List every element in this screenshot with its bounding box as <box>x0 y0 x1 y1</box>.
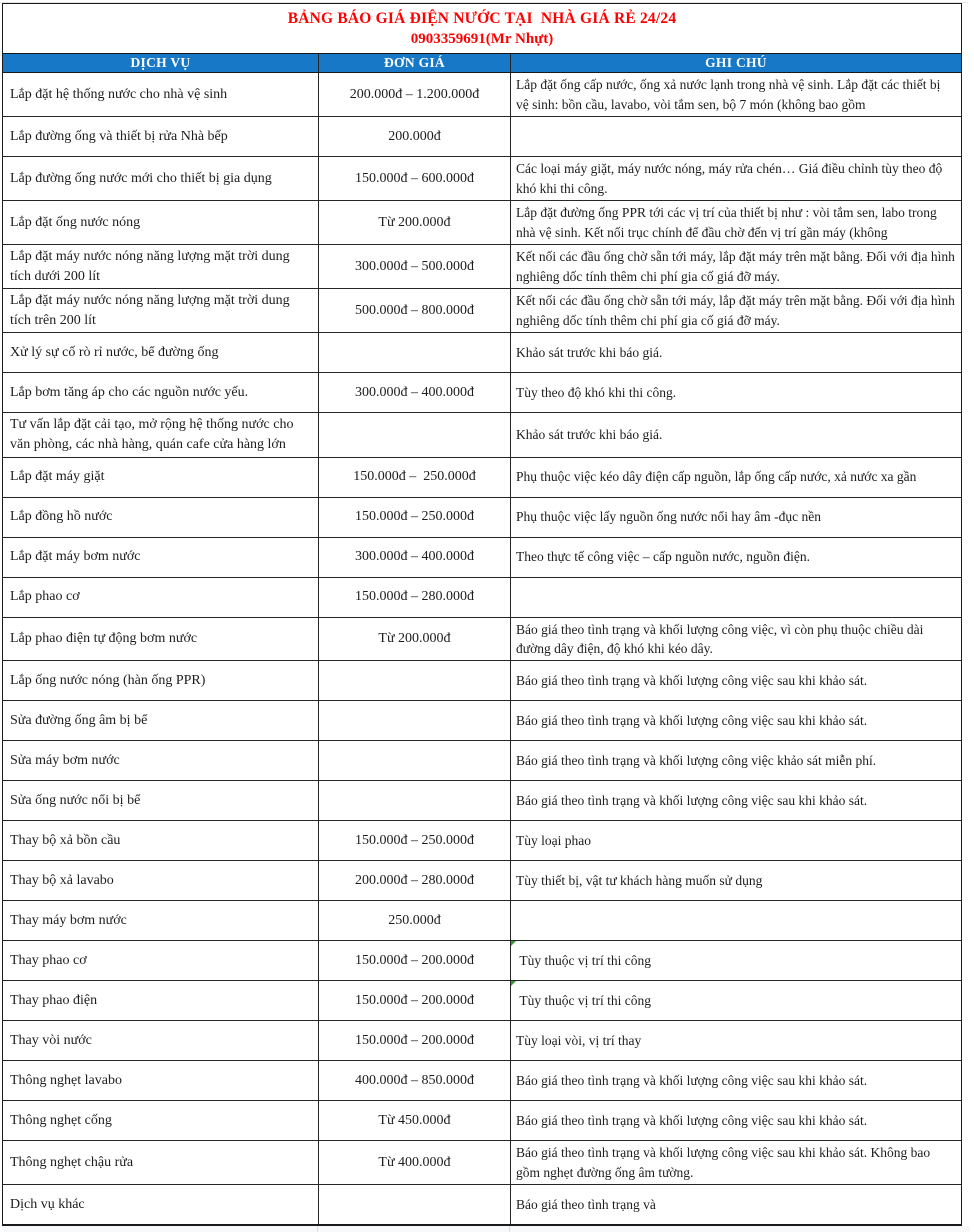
service-cell: Lắp phao cơ <box>3 578 319 617</box>
service-cell: Thay bộ xả bồn cầu <box>3 821 319 860</box>
price-cell: 150.000đ – 280.000đ <box>319 578 511 617</box>
note-cell: Báo giá theo tình trạng và khối lượng công việc sau khi khảo sát. <box>516 1073 868 1089</box>
note-cell: Phụ thuộc việc kéo dây điện cấp nguồn, lắp ống cấp nước, xả nước xa gần <box>516 469 917 485</box>
price-cell: 200.000đ – 280.000đ <box>319 861 511 900</box>
table-row <box>3 661 961 701</box>
table-row <box>3 458 961 498</box>
service-cell: Thông nghẹt cống <box>3 1101 319 1140</box>
service-cell: Sửa máy bơm nước <box>3 741 319 780</box>
note-cell <box>511 901 961 940</box>
note-cell: Tùy thiết bị, vật tư khách hàng muốn sử dụng <box>516 873 763 889</box>
service-cell: Sửa ống nước nổi bị bể <box>3 781 319 820</box>
note-cell: Báo giá theo tình trạng và khối lượng công việc, vì còn phụ thuộc chiều dài đường dây điện, độ khó khi kéo dây. <box>516 621 927 657</box>
note-cell: Phụ thuộc việc lấy nguồn ống nước nổi hay âm -đục nền <box>516 509 822 525</box>
table-row <box>3 538 961 578</box>
price-cell: 250.000đ <box>319 901 511 940</box>
table-row <box>3 333 961 373</box>
table-row <box>3 701 961 741</box>
service-cell: Xử lý sự cố rò rỉ nước, bể đường ống <box>3 333 319 372</box>
table-row <box>3 1101 961 1141</box>
service-cell: Lắp đặt máy giặt <box>3 458 319 497</box>
note-cell: Báo giá theo tình trạng và khối lượng công việc sau khi khảo sát. Không bao gồm nghẹt đường ống âm tường. <box>516 1145 934 1180</box>
price-cell: 150.000đ – 200.000đ <box>319 1021 511 1060</box>
note-cell: Các loại máy giặt, máy nước nóng, máy rửa chén… Giá điều chỉnh tùy theo độ khó khi thi công. <box>516 161 946 196</box>
note-cell: Khảo sát trước khi báo giá. <box>516 427 663 443</box>
table-row <box>3 578 961 618</box>
price-cell: 200.000đ <box>319 117 511 156</box>
note-cell <box>511 117 961 156</box>
table-row <box>3 781 961 821</box>
table-row <box>3 1185 961 1224</box>
service-cell: Thay phao cơ <box>3 941 319 980</box>
price-cell <box>319 741 511 780</box>
table-row <box>3 821 961 861</box>
table-row <box>3 901 961 941</box>
table-row <box>3 861 961 901</box>
service-cell: Thông nghẹt chậu rửa <box>3 1141 319 1184</box>
price-cell <box>319 333 511 372</box>
service-cell: Lắp đặt ống nước nóng <box>3 201 319 244</box>
service-cell: Dịch vụ khác <box>3 1185 319 1224</box>
note-cell: Báo giá theo tình trạng và khối lượng công việc sau khi khảo sát. <box>516 1113 868 1129</box>
service-cell: Sửa đường ống âm bị bể <box>3 701 319 740</box>
table-row <box>3 245 961 289</box>
price-cell: Từ 200.000đ <box>319 201 511 244</box>
price-cell: 300.000đ – 400.000đ <box>319 538 511 577</box>
note-cell: Tùy loại vòi, vị trí thay <box>516 1033 642 1049</box>
service-cell: Tư vấn lắp đặt cải tạo, mở rộng hệ thống nước cho văn phòng, các nhà hàng, quán cafe cửa hàng lớn <box>3 413 319 456</box>
phone-number: 0903359691(Mr Nhựt) <box>410 30 554 47</box>
price-cell <box>319 701 511 740</box>
table-row <box>3 413 961 457</box>
note-cell: Báo giá theo tình trạng và khối lượng công việc sau khi khảo sát. <box>516 673 868 689</box>
bottom-gridline-strip <box>2 1226 970 1232</box>
price-cell: 150.000đ – 200.000đ <box>319 941 511 980</box>
service-cell: Lắp đồng hồ nước <box>3 498 319 537</box>
column-header-price: ĐƠN GIÁ <box>319 54 511 72</box>
service-cell: Thay bộ xả lavabo <box>3 861 319 900</box>
note-cell: Tùy thuộc vị trí thi công <box>511 981 961 1020</box>
table-row <box>3 1141 961 1185</box>
note-cell: Lắp đặt ống cấp nước, ống xả nước lạnh trong nhà vệ sinh. Lắp đặt các thiết bị vệ sinh: bồn cầu, lavabo, vòi tắm sen, bộ 7 món (không bao gồm <box>516 77 944 112</box>
table-title-block <box>3 4 961 54</box>
note-cell <box>511 578 961 617</box>
note-cell: Tùy theo độ khó khi thi công. <box>516 385 677 401</box>
price-cell: 150.000đ – 600.000đ <box>319 157 511 200</box>
service-cell: Lắp bơm tăng áp cho các nguồn nước yếu. <box>3 373 319 412</box>
price-cell: 500.000đ – 800.000đ <box>319 289 511 332</box>
note-cell: Báo giá theo tình trạng và khối lượng công việc sau khi khảo sát. <box>516 793 868 809</box>
service-cell: Lắp đặt máy nước nóng năng lượng mặt trời dung tích trên 200 lít <box>3 289 319 332</box>
price-cell: Từ 200.000đ <box>319 618 511 661</box>
table-row <box>3 289 961 333</box>
service-cell: Lắp phao điện tự động bơm nước <box>3 618 319 661</box>
column-header-note: GHI CHÚ <box>705 55 767 71</box>
service-cell: Lắp đường ống nước mới cho thiết bị gia dụng <box>3 157 319 200</box>
price-cell: 400.000đ – 850.000đ <box>319 1061 511 1100</box>
table-row <box>3 373 961 413</box>
table-row <box>3 1021 961 1061</box>
price-cell <box>319 413 511 456</box>
cell-corner-mark <box>511 941 516 946</box>
table-row <box>3 498 961 538</box>
price-cell: 300.000đ – 500.000đ <box>319 245 511 288</box>
price-table <box>2 3 962 1226</box>
table-row <box>3 941 961 981</box>
service-cell: Lắp đặt hệ thống nước cho nhà vệ sinh <box>3 73 319 116</box>
table-row <box>3 201 961 245</box>
page-title: BẢNG BÁO GIÁ ĐIỆN NƯỚC TẠI NHÀ GIÁ RẺ 24/24 <box>287 10 677 27</box>
table-row <box>3 741 961 781</box>
note-cell: Báo giá theo tình trạng và khối lượng công việc sau khi khảo sát. <box>516 713 868 729</box>
note-cell: Kết nối các đầu ống chờ sẵn tới máy, lắp đặt máy trên mặt bằng. Đối với địa hình nghiêng dốc tính thêm chi phí gia cố giá đỡ máy. <box>516 249 959 284</box>
note-cell: Khảo sát trước khi báo giá. <box>516 345 663 361</box>
note-cell: Báo giá theo tình trạng và khối lượng công việc khảo sát miễn phí. <box>516 753 877 769</box>
table-row <box>3 157 961 201</box>
service-cell: Thay máy bơm nước <box>3 901 319 940</box>
cell-corner-mark <box>511 981 516 986</box>
service-cell: Lắp đặt máy nước nóng năng lượng mặt trời dung tích dưới 200 lít <box>3 245 319 288</box>
table-row <box>3 1061 961 1101</box>
table-row <box>3 618 961 662</box>
table-row <box>3 117 961 157</box>
price-cell: Từ 400.000đ <box>319 1141 511 1184</box>
price-cell <box>319 1185 511 1224</box>
table-header-row <box>3 54 961 73</box>
table-row <box>3 981 961 1021</box>
note-cell: Kết nối các đầu ống chờ sẵn tới máy, lắp đặt máy trên mặt bằng. Đối với địa hình nghiêng dốc tính thêm chi phí gia cố giá đỡ máy. <box>516 293 959 328</box>
price-cell: 150.000đ – 250.000đ <box>319 498 511 537</box>
price-cell: 200.000đ – 1.200.000đ <box>319 73 511 116</box>
note-cell: Theo thực tế công việc – cấp nguồn nước, nguồn điện. <box>516 549 810 565</box>
price-cell: 150.000đ – 200.000đ <box>319 981 511 1020</box>
column-header-service: DỊCH VỤ <box>3 54 319 72</box>
table-body <box>3 73 961 1224</box>
note-cell: Lắp đặt đường ống PPR tới các vị trí của thiết bị như : vòi tắm sen, labo trong nhà vệ sinh. Kết nối trục chính để đầu chờ đến vị trí gần máy (không <box>516 205 941 240</box>
price-cell: Từ 450.000đ <box>319 1101 511 1140</box>
note-cell: Báo giá theo tình trạng và <box>516 1197 656 1213</box>
price-cell: 150.000đ – 250.000đ <box>319 458 511 497</box>
service-cell: Lắp đặt máy bơm nước <box>3 538 319 577</box>
service-cell: Lắp ống nước nóng (hàn ống PPR) <box>3 661 319 700</box>
note-cell: Tùy loại phao <box>516 833 591 849</box>
table-row <box>3 73 961 117</box>
service-cell: Lắp đường ống và thiết bị rửa Nhà bếp <box>3 117 319 156</box>
price-cell: 300.000đ – 400.000đ <box>319 373 511 412</box>
price-cell <box>319 781 511 820</box>
service-cell: Thay vòi nước <box>3 1021 319 1060</box>
price-cell: 150.000đ – 250.000đ <box>319 821 511 860</box>
note-cell: Tùy thuộc vị trí thi công <box>511 941 961 980</box>
service-cell: Thay phao điện <box>3 981 319 1020</box>
service-cell: Thông nghẹt lavabo <box>3 1061 319 1100</box>
price-cell <box>319 661 511 700</box>
